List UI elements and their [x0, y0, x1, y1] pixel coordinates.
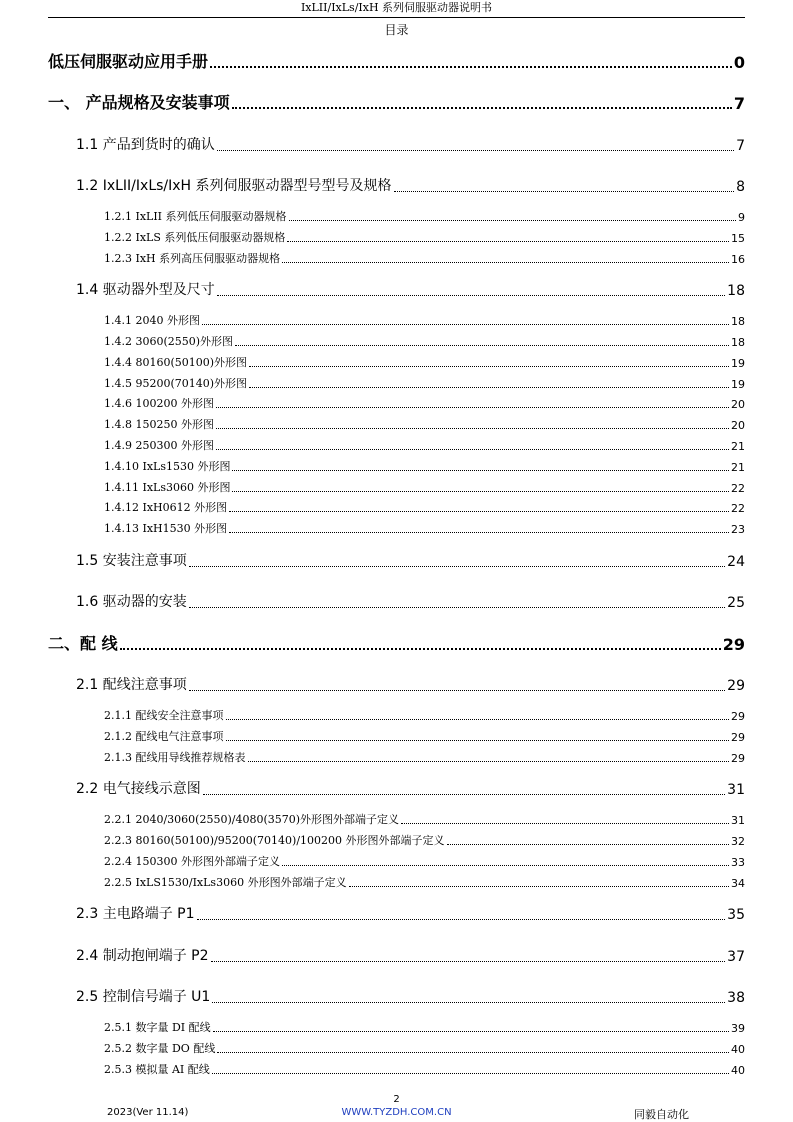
toc-entry[interactable]: [104, 728, 745, 744]
toc-entry-title: 1.4.13 IxH1530 外形图: [104, 522, 228, 535]
toc-entry-page: 18: [727, 283, 745, 299]
toc-leader-dots: [401, 823, 729, 824]
toc-leader-dots: [216, 449, 729, 450]
toc-entry-page: 29: [731, 731, 745, 744]
toc-entry-page: 15: [731, 232, 745, 245]
toc-entry-title: 一、 产品规格及安装事项: [48, 93, 230, 112]
toc-leader-dots: [202, 324, 729, 325]
toc-entry[interactable]: [104, 375, 745, 391]
toc-leader-dots: [226, 740, 730, 741]
toc-entry-title: 1.4.2 3060(2550)外形图: [104, 335, 234, 348]
toc-entry-page: 7: [736, 138, 745, 154]
toc-entry[interactable]: [104, 437, 745, 453]
toc-entry[interactable]: [76, 134, 745, 154]
toc-entry-page: 24: [727, 554, 745, 570]
toc-entry[interactable]: [104, 811, 745, 827]
toc-entry-title: 1.2.2 IxLS 系列低压伺服驱动器规格: [104, 231, 286, 244]
toc-entry[interactable]: [76, 591, 745, 611]
toc-entry-title: 2.1.3 配线用导线推荐规格表: [104, 751, 246, 764]
toc-entry[interactable]: [48, 91, 745, 113]
toc-entry-title: 2.2.1 2040/3060(2550)/4080(3570)外形图外部端子定义: [104, 813, 400, 826]
toc-entry-title: 2.1.2 配线电气注意事项: [104, 730, 224, 743]
toc-entry[interactable]: [48, 50, 745, 72]
toc-entry[interactable]: [104, 1061, 745, 1077]
toc-entry[interactable]: [104, 707, 745, 723]
toc-entry-title: 2.5 控制信号端子 U1: [76, 989, 211, 1005]
toc-entry[interactable]: [76, 279, 745, 299]
toc-entry-page: 37: [727, 949, 745, 965]
toc-entry-title: 1.6 驱动器的安装: [76, 594, 187, 610]
toc-entry[interactable]: [104, 458, 745, 474]
toc-leader-dots: [349, 886, 729, 887]
toc-entry-title: 二、配 线: [48, 634, 118, 653]
toc-leader-dots: [229, 532, 729, 533]
toc-entry-title: 1.4.10 IxLs1530 外形图: [104, 460, 231, 473]
toc-leader-dots: [394, 191, 735, 192]
toc-title: 目录: [384, 23, 409, 37]
toc-entry-page: 20: [731, 398, 745, 411]
toc-leader-dots: [232, 491, 729, 492]
toc-entry-page: 9: [738, 211, 745, 224]
toc-entry-title: 1.4.12 IxH0612 外形图: [104, 501, 228, 514]
toc-entry-title: 2.5.2 数字量 DO 配线: [104, 1042, 216, 1055]
toc-entry-page: 29: [727, 678, 745, 694]
toc-entry[interactable]: [104, 208, 745, 224]
toc-leader-dots: [232, 470, 729, 471]
toc-entry-page: 35: [727, 907, 745, 923]
toc-entry-page: 18: [731, 315, 745, 328]
toc-entry[interactable]: [104, 229, 745, 245]
toc-entry-page: 31: [731, 814, 745, 827]
toc-entry[interactable]: [104, 1019, 745, 1035]
toc-leader-dots: [232, 107, 732, 109]
toc-entry-title: 1.4.1 2040 外形图: [104, 314, 200, 327]
toc-entry-page: 29: [731, 710, 745, 723]
toc-entry-title: 2.3 主电路端子 P1: [76, 906, 195, 922]
toc-leader-dots: [189, 566, 725, 567]
toc-leader-dots: [216, 428, 729, 429]
toc-entry[interactable]: [104, 520, 745, 536]
toc-leader-dots: [210, 66, 732, 68]
toc-entry-title: 2.2.5 IxLS1530/IxLs3060 外形图外部端子定义: [104, 876, 347, 889]
toc-entry-title: 2.5.3 模拟量 AI 配线: [104, 1063, 210, 1076]
toc-entry[interactable]: [104, 250, 745, 266]
toc-leader-dots: [203, 794, 725, 795]
toc-entry-title: 1.4.6 100200 外形图: [104, 397, 214, 410]
toc-leader-dots: [447, 844, 729, 845]
toc-leader-dots: [248, 761, 730, 762]
toc-entry[interactable]: [104, 354, 745, 370]
toc-leader-dots: [217, 150, 734, 151]
toc-entry-page: 38: [727, 990, 745, 1006]
footer-website-link[interactable]: WWW.TYZDH.COM.CN: [341, 1107, 452, 1118]
toc-entry-title: 1.4 驱动器外型及尺寸: [76, 282, 215, 298]
toc-entry-page: 33: [731, 856, 745, 869]
toc-entry[interactable]: [76, 778, 745, 798]
toc-entry-page: 29: [731, 752, 745, 765]
footer-version: 2023(Ver 11.14): [107, 1107, 189, 1118]
toc-entry-page: 8: [736, 179, 745, 195]
toc-entry-page: 22: [731, 502, 745, 515]
toc-entry-page: 22: [731, 482, 745, 495]
toc-entry-title: 1.2.1 IxLII 系列低压伺服驱动器规格: [104, 210, 287, 223]
toc-leader-dots: [287, 241, 729, 242]
toc-leader-dots: [249, 366, 729, 367]
toc-leader-dots: [282, 865, 729, 866]
toc-entry-title: 1.5 安装注意事项: [76, 553, 187, 569]
toc-entry-page: 40: [731, 1043, 745, 1056]
toc-entry[interactable]: [104, 499, 745, 515]
toc-entry-title: 2.2.3 80160(50100)/95200(70140)/100200 外形图外部端子定义: [104, 834, 445, 847]
toc-entry-title: 2.5.1 数字量 DI 配线: [104, 1021, 211, 1034]
toc-entry-title: 1.2.3 IxH 系列高压伺服驱动器规格: [104, 252, 281, 265]
toc-leader-dots: [197, 919, 726, 920]
toc-entry[interactable]: [76, 550, 745, 570]
toc-entry-page: 0: [733, 53, 745, 72]
toc-entry[interactable]: [104, 853, 745, 869]
toc-entry-page: 7: [733, 94, 745, 113]
toc-entry-page: 40: [731, 1064, 745, 1077]
toc-leader-dots: [213, 1031, 729, 1032]
toc-leader-dots: [212, 1073, 729, 1074]
toc-leader-dots: [189, 690, 725, 691]
toc-entry-title: 2.1.1 配线安全注意事项: [104, 709, 224, 722]
toc-entry[interactable]: [104, 312, 745, 328]
toc-entry[interactable]: [104, 479, 745, 495]
toc-entry-title: 2.1 配线注意事项: [76, 677, 187, 693]
toc-entry[interactable]: [104, 1040, 745, 1056]
toc-entry-page: 19: [731, 378, 745, 391]
toc-entry[interactable]: [104, 395, 745, 411]
toc-entry-title: 1.4.5 95200(70140)外形图: [104, 377, 248, 390]
toc-leader-dots: [235, 345, 729, 346]
toc-entry[interactable]: [104, 333, 745, 349]
toc-entry-title: 2.2 电气接线示意图: [76, 781, 201, 797]
toc-entry[interactable]: [48, 632, 745, 654]
toc-entry[interactable]: [104, 416, 745, 432]
running-header-title: IxLII/IxLs/IxH 系列伺服驱动器说明书: [300, 1, 493, 14]
toc-entry-page: 18: [731, 336, 745, 349]
toc-entry-title: 1.4.9 250300 外形图: [104, 439, 214, 452]
toc-leader-dots: [282, 262, 729, 263]
toc-entry-page: 31: [727, 782, 745, 798]
toc-leader-dots: [217, 1052, 729, 1053]
toc-entry-page: 25: [727, 595, 745, 611]
toc-leader-dots: [217, 295, 725, 296]
toc-leader-dots: [211, 961, 726, 962]
toc-entry-title: 1.4.8 150250 外形图: [104, 418, 214, 431]
toc-entry-page: 39: [731, 1022, 745, 1035]
toc-entry[interactable]: [76, 986, 745, 1006]
toc-entry-page: 19: [731, 357, 745, 370]
toc-entry-page: 32: [731, 835, 745, 848]
toc-entry-title: 1.4.4 80160(50100)外形图: [104, 356, 248, 369]
toc-leader-dots: [120, 648, 721, 650]
toc-entry-title: 1.4.11 IxLs3060 外形图: [104, 481, 231, 494]
toc-entry[interactable]: [104, 874, 745, 890]
toc-leader-dots: [289, 220, 736, 221]
toc-entry-page: 34: [731, 877, 745, 890]
toc-entry[interactable]: [76, 945, 745, 965]
toc-leader-dots: [229, 511, 729, 512]
toc-leader-dots: [212, 1002, 725, 1003]
toc-entry-title: 1.2 IxLII/IxLs/IxH 系列伺服驱动器型号型号及规格: [76, 178, 392, 194]
toc-leader-dots: [249, 387, 729, 388]
toc-entry-page: 29: [722, 635, 745, 654]
page-number: 2: [393, 1094, 400, 1105]
toc-entry-title: 1.1 产品到货时的确认: [76, 137, 215, 153]
toc-entry-page: 16: [731, 253, 745, 266]
toc-entry[interactable]: [104, 832, 745, 848]
toc-entry-page: 21: [731, 440, 745, 453]
toc-entry[interactable]: [76, 175, 745, 195]
toc-leader-dots: [189, 607, 725, 608]
toc-entry-title: 2.4 制动抱闸端子 P2: [76, 948, 209, 964]
toc-entry-title: 低压伺服驱动应用手册: [48, 52, 209, 71]
toc-leader-dots: [226, 719, 730, 720]
toc-leader-dots: [216, 407, 729, 408]
toc-entry-page: 20: [731, 419, 745, 432]
toc-entry-page: 23: [731, 523, 745, 536]
toc-entry-page: 21: [731, 461, 745, 474]
toc-entry-title: 2.2.4 150300 外形图外部端子定义: [104, 855, 280, 868]
toc-entry[interactable]: [76, 903, 745, 923]
footer-company: 同毅自动化: [634, 1108, 689, 1121]
toc-entry[interactable]: [76, 674, 745, 694]
running-header: [48, 0, 745, 18]
toc-entry[interactable]: [104, 749, 745, 765]
